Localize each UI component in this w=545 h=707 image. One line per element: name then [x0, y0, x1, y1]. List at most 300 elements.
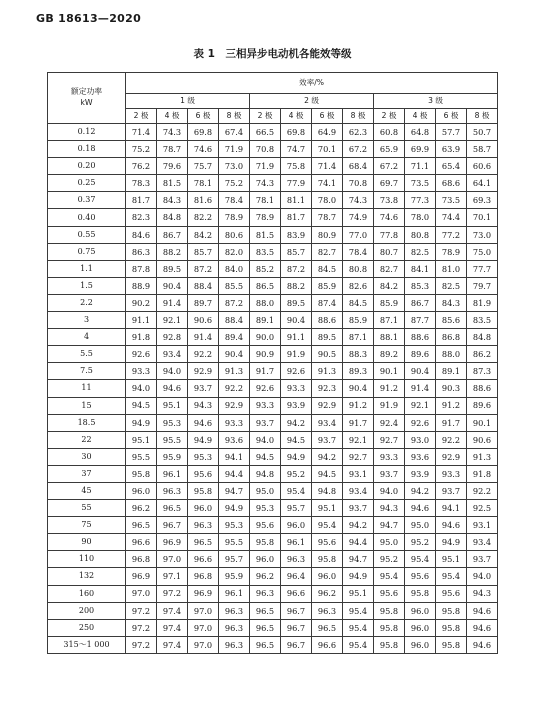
efficiency-cell: 70.8 — [343, 175, 374, 192]
efficiency-cell: 87.1 — [343, 329, 374, 346]
efficiency-cell: 91.2 — [374, 380, 405, 397]
efficiency-cell: 82.3 — [126, 209, 157, 226]
efficiency-cell: 78.3 — [126, 175, 157, 192]
efficiency-cell: 95.6 — [374, 585, 405, 602]
efficiency-cell: 70.1 — [312, 141, 343, 158]
efficiency-cell: 95.5 — [219, 534, 250, 551]
efficiency-cell: 88.4 — [219, 312, 250, 329]
efficiency-cell: 91.9 — [374, 397, 405, 414]
efficiency-cell: 85.9 — [343, 312, 374, 329]
efficiency-cell: 82.2 — [188, 209, 219, 226]
efficiency-cell: 87.7 — [405, 312, 436, 329]
efficiency-cell: 89.3 — [343, 363, 374, 380]
efficiency-cell: 82.7 — [374, 260, 405, 277]
pole-header: 6 极 — [436, 109, 467, 124]
efficiency-cell: 64.1 — [467, 175, 498, 192]
efficiency-cell: 95.8 — [250, 534, 281, 551]
pole-header: 6 极 — [188, 109, 219, 124]
efficiency-cell: 95.2 — [405, 534, 436, 551]
efficiency-cell: 87.2 — [281, 260, 312, 277]
efficiency-cell: 82.6 — [343, 277, 374, 294]
efficiency-cell: 76.2 — [126, 158, 157, 175]
efficiency-cell: 94.6 — [157, 380, 188, 397]
efficiency-cell: 69.8 — [188, 124, 219, 141]
efficiency-cell: 89.2 — [374, 346, 405, 363]
efficiency-cell: 96.5 — [250, 602, 281, 619]
rated-power-cell: 0.55 — [48, 226, 126, 243]
efficiency-cell: 94.9 — [188, 431, 219, 448]
efficiency-cell: 82.7 — [312, 243, 343, 260]
efficiency-cell: 96.5 — [250, 636, 281, 653]
efficiency-cell: 77.8 — [374, 226, 405, 243]
efficiency-cell: 96.5 — [250, 619, 281, 636]
efficiency-cell: 97.0 — [188, 636, 219, 653]
efficiency-cell: 93.6 — [219, 431, 250, 448]
efficiency-cell: 94.9 — [281, 448, 312, 465]
efficiency-cell: 93.1 — [467, 517, 498, 534]
rated-power-cell: 11 — [48, 380, 126, 397]
efficiency-cell: 50.7 — [467, 124, 498, 141]
efficiency-cell: 96.0 — [188, 500, 219, 517]
efficiency-cell: 95.9 — [219, 568, 250, 585]
efficiency-cell: 81.5 — [250, 226, 281, 243]
efficiency-cell: 96.0 — [281, 517, 312, 534]
efficiency-cell: 74.6 — [188, 141, 219, 158]
efficiency-cell: 95.1 — [312, 500, 343, 517]
rated-power-cell: 315～1 000 — [48, 636, 126, 653]
efficiency-cell: 74.3 — [250, 175, 281, 192]
efficiency-cell: 96.6 — [281, 585, 312, 602]
efficiency-cell: 89.7 — [188, 294, 219, 311]
efficiency-cell: 94.6 — [467, 636, 498, 653]
efficiency-cell: 90.4 — [219, 346, 250, 363]
efficiency-cell: 81.7 — [281, 209, 312, 226]
efficiency-cell: 92.9 — [312, 397, 343, 414]
efficiency-cell: 92.2 — [219, 380, 250, 397]
efficiency-cell: 92.6 — [281, 363, 312, 380]
efficiency-cell: 96.6 — [312, 636, 343, 653]
efficiency-cell: 87.8 — [126, 260, 157, 277]
efficiency-cell: 96.9 — [126, 568, 157, 585]
efficiency-cell: 78.9 — [436, 243, 467, 260]
pole-header: 6 极 — [312, 109, 343, 124]
table-row — [48, 363, 498, 380]
efficiency-cell: 58.7 — [467, 141, 498, 158]
rated-power-header — [48, 73, 126, 124]
efficiency-cell: 93.7 — [343, 500, 374, 517]
table-row — [48, 209, 498, 226]
efficiency-cell: 67.2 — [343, 141, 374, 158]
efficiency-cell: 94.5 — [312, 465, 343, 482]
efficiency-cell: 93.3 — [281, 380, 312, 397]
efficiency-cell: 93.7 — [467, 551, 498, 568]
efficiency-cell: 95.3 — [219, 517, 250, 534]
rated-power-cell: 0.37 — [48, 192, 126, 209]
efficiency-cell: 91.3 — [312, 363, 343, 380]
efficiency-cell: 93.3 — [374, 448, 405, 465]
efficiency-cell: 84.1 — [405, 260, 436, 277]
efficiency-cell: 96.0 — [312, 568, 343, 585]
efficiency-cell: 88.6 — [312, 312, 343, 329]
efficiency-cell: 83.5 — [250, 243, 281, 260]
efficiency-cell: 74.6 — [374, 209, 405, 226]
efficiency-cell: 91.3 — [219, 363, 250, 380]
efficiency-cell: 91.2 — [343, 397, 374, 414]
table-row — [48, 141, 498, 158]
table-row — [48, 380, 498, 397]
efficiency-cell: 94.7 — [343, 551, 374, 568]
table-row — [48, 192, 498, 209]
efficiency-cell: 85.3 — [405, 277, 436, 294]
efficiency-cell: 92.8 — [157, 329, 188, 346]
efficiency-cell: 75.8 — [281, 158, 312, 175]
efficiency-cell: 96.7 — [281, 636, 312, 653]
efficiency-cell: 95.1 — [343, 585, 374, 602]
efficiency-cell: 93.4 — [343, 482, 374, 499]
efficiency-cell: 94.9 — [343, 568, 374, 585]
efficiency-cell: 74.1 — [312, 175, 343, 192]
efficiency-cell: 92.1 — [405, 397, 436, 414]
efficiency-cell: 95.5 — [126, 448, 157, 465]
efficiency-cell: 93.7 — [436, 482, 467, 499]
rated-power-cell: 55 — [48, 500, 126, 517]
efficiency-cell: 95.8 — [374, 602, 405, 619]
efficiency-cell: 93.3 — [436, 465, 467, 482]
efficiency-cell: 94.6 — [467, 602, 498, 619]
efficiency-cell: 93.0 — [405, 431, 436, 448]
pole-header: 2 极 — [374, 109, 405, 124]
efficiency-cell: 96.1 — [219, 585, 250, 602]
efficiency-cell: 94.2 — [312, 448, 343, 465]
efficiency-cell: 96.9 — [157, 534, 188, 551]
efficiency-cell: 77.7 — [467, 260, 498, 277]
efficiency-cell: 96.3 — [188, 517, 219, 534]
efficiency-cell: 95.4 — [312, 517, 343, 534]
efficiency-cell: 95.8 — [436, 636, 467, 653]
efficiency-cell: 92.6 — [250, 380, 281, 397]
efficiency-cell: 89.5 — [281, 294, 312, 311]
efficiency-cell: 71.9 — [219, 141, 250, 158]
efficiency-cell: 94.7 — [219, 482, 250, 499]
rated-power-cell: 1.1 — [48, 260, 126, 277]
efficiency-cell: 96.5 — [188, 534, 219, 551]
efficiency-cell: 94.0 — [250, 431, 281, 448]
efficiency-cell: 71.4 — [126, 124, 157, 141]
efficiency-cell: 79.7 — [467, 277, 498, 294]
efficiency-cell: 95.4 — [343, 619, 374, 636]
efficiency-cell: 95.0 — [405, 517, 436, 534]
efficiency-cell: 95.7 — [281, 500, 312, 517]
efficiency-cell: 95.8 — [405, 585, 436, 602]
efficiency-cell: 96.5 — [312, 619, 343, 636]
rated-power-label: 额定功率 — [70, 87, 103, 97]
efficiency-cell: 77.3 — [405, 192, 436, 209]
efficiency-cell: 95.8 — [312, 551, 343, 568]
efficiency-cell: 69.9 — [405, 141, 436, 158]
efficiency-cell: 80.6 — [219, 226, 250, 243]
rated-power-cell: 0.40 — [48, 209, 126, 226]
table-row — [48, 636, 498, 653]
efficiency-cell: 96.5 — [126, 517, 157, 534]
efficiency-cell: 95.8 — [436, 602, 467, 619]
efficiency-cell: 74.4 — [436, 209, 467, 226]
efficiency-cell: 94.8 — [250, 465, 281, 482]
efficiency-cell: 84.8 — [467, 329, 498, 346]
efficiency-cell: 96.0 — [250, 551, 281, 568]
efficiency-cell: 92.9 — [188, 363, 219, 380]
table-row — [48, 277, 498, 294]
efficiency-cell: 93.4 — [312, 414, 343, 431]
rated-power-cell: 18.5 — [48, 414, 126, 431]
efficiency-cell: 96.7 — [157, 517, 188, 534]
rated-power-cell: 250 — [48, 619, 126, 636]
table-row — [48, 397, 498, 414]
efficiency-cell: 62.3 — [343, 124, 374, 141]
efficiency-cell: 96.7 — [281, 619, 312, 636]
efficiency-cell: 74.3 — [157, 124, 188, 141]
efficiency-cell: 96.3 — [157, 482, 188, 499]
efficiency-cell: 80.9 — [312, 226, 343, 243]
efficiency-cell: 96.3 — [312, 602, 343, 619]
efficiency-cell: 96.3 — [219, 602, 250, 619]
efficiency-cell: 95.4 — [343, 602, 374, 619]
efficiency-cell: 77.2 — [436, 226, 467, 243]
efficiency-cell: 89.4 — [219, 329, 250, 346]
table-row — [48, 260, 498, 277]
efficiency-cell: 96.3 — [219, 636, 250, 653]
efficiency-cell: 92.2 — [436, 431, 467, 448]
efficiency-cell: 87.2 — [219, 294, 250, 311]
efficiency-cell: 66.5 — [250, 124, 281, 141]
efficiency-cell: 94.7 — [374, 517, 405, 534]
efficiency-cell: 69.3 — [467, 192, 498, 209]
table-row — [48, 226, 498, 243]
rated-power-cell: 5.5 — [48, 346, 126, 363]
efficiency-cell: 78.0 — [405, 209, 436, 226]
efficiency-cell: 82.5 — [436, 277, 467, 294]
efficiency-cell: 95.6 — [312, 534, 343, 551]
efficiency-cell: 94.8 — [312, 482, 343, 499]
efficiency-cell: 75.2 — [126, 141, 157, 158]
efficiency-cell: 85.9 — [312, 277, 343, 294]
rated-power-cell: 2.2 — [48, 294, 126, 311]
efficiency-cell: 69.7 — [374, 175, 405, 192]
efficiency-cell: 94.6 — [467, 619, 498, 636]
efficiency-cell: 96.4 — [281, 568, 312, 585]
efficiency-cell: 78.4 — [219, 192, 250, 209]
efficiency-cell: 77.9 — [281, 175, 312, 192]
efficiency-cell: 90.5 — [312, 346, 343, 363]
efficiency-cell: 91.4 — [405, 380, 436, 397]
efficiency-cell: 73.5 — [405, 175, 436, 192]
efficiency-cell: 85.9 — [374, 294, 405, 311]
efficiency-cell: 86.8 — [436, 329, 467, 346]
efficiency-cell: 88.4 — [188, 277, 219, 294]
efficiency-cell: 88.0 — [250, 294, 281, 311]
efficiency-cell: 96.0 — [405, 636, 436, 653]
efficiency-cell: 91.2 — [436, 397, 467, 414]
efficiency-cell: 90.6 — [188, 312, 219, 329]
efficiency-cell: 93.4 — [157, 346, 188, 363]
efficiency-cell: 92.5 — [467, 500, 498, 517]
efficiency-cell: 94.0 — [467, 568, 498, 585]
efficiency-header: 效率/% — [126, 73, 498, 94]
efficiency-cell: 67.4 — [219, 124, 250, 141]
efficiency-cell: 96.2 — [250, 568, 281, 585]
efficiency-cell: 91.4 — [188, 329, 219, 346]
table-row — [48, 602, 498, 619]
efficiency-cell: 92.9 — [219, 397, 250, 414]
efficiency-cell: 81.0 — [436, 260, 467, 277]
efficiency-cell: 93.7 — [374, 465, 405, 482]
efficiency-cell: 96.3 — [281, 551, 312, 568]
efficiency-cell: 90.1 — [467, 414, 498, 431]
efficiency-cell: 88.9 — [126, 277, 157, 294]
efficiency-cell: 94.4 — [219, 465, 250, 482]
efficiency-cell: 60.8 — [374, 124, 405, 141]
efficiency-cell: 92.7 — [374, 431, 405, 448]
efficiency-cell: 93.3 — [126, 363, 157, 380]
rated-power-cell: 4 — [48, 329, 126, 346]
efficiency-cell: 78.7 — [157, 141, 188, 158]
table-row — [48, 329, 498, 346]
table-row — [48, 517, 498, 534]
efficiency-cell: 75.7 — [188, 158, 219, 175]
efficiency-cell: 88.2 — [157, 243, 188, 260]
efficiency-cell: 91.9 — [281, 346, 312, 363]
efficiency-cell: 97.2 — [126, 602, 157, 619]
efficiency-cell: 85.2 — [250, 260, 281, 277]
efficiency-cell: 89.1 — [250, 312, 281, 329]
efficiency-cell: 95.0 — [250, 482, 281, 499]
efficiency-cell: 92.7 — [343, 448, 374, 465]
efficiency-cell: 77.0 — [343, 226, 374, 243]
table-title: 表 1 三相异步电动机各能效等级 — [193, 48, 352, 60]
efficiency-cell: 85.5 — [219, 277, 250, 294]
efficiency-cell: 96.9 — [188, 585, 219, 602]
efficiency-cell: 80.7 — [374, 243, 405, 260]
efficiency-cell: 91.8 — [126, 329, 157, 346]
efficiency-cell: 90.4 — [281, 312, 312, 329]
efficiency-cell: 97.0 — [188, 619, 219, 636]
efficiency-cell: 78.4 — [343, 243, 374, 260]
efficiency-cell: 91.7 — [343, 414, 374, 431]
efficiency-cell: 90.1 — [374, 363, 405, 380]
efficiency-cell: 89.6 — [467, 397, 498, 414]
efficiency-cell: 78.9 — [250, 209, 281, 226]
efficiency-cell: 86.7 — [157, 226, 188, 243]
efficiency-cell: 84.5 — [343, 294, 374, 311]
efficiency-cell: 80.8 — [343, 260, 374, 277]
efficiency-cell: 90.0 — [250, 329, 281, 346]
efficiency-cell: 93.1 — [343, 465, 374, 482]
efficiency-cell: 89.5 — [157, 260, 188, 277]
efficiency-cell: 90.4 — [157, 277, 188, 294]
rated-power-cell: 37 — [48, 465, 126, 482]
rated-power-cell: 0.18 — [48, 141, 126, 158]
efficiency-cell: 96.8 — [188, 568, 219, 585]
efficiency-cell: 94.2 — [405, 482, 436, 499]
efficiency-cell: 88.3 — [343, 346, 374, 363]
efficiency-cell: 91.8 — [467, 465, 498, 482]
rated-power-cell: 90 — [48, 534, 126, 551]
efficiency-cell: 90.3 — [436, 380, 467, 397]
efficiency-cell: 84.6 — [126, 226, 157, 243]
efficiency-cell: 97.2 — [157, 585, 188, 602]
efficiency-cell: 63.9 — [436, 141, 467, 158]
efficiency-cell: 73.0 — [219, 158, 250, 175]
efficiency-cell: 95.0 — [374, 534, 405, 551]
efficiency-cell: 97.4 — [157, 619, 188, 636]
efficiency-cell: 95.8 — [436, 619, 467, 636]
rated-power-cell: 0.25 — [48, 175, 126, 192]
efficiency-cell: 92.2 — [188, 346, 219, 363]
efficiency-cell: 92.2 — [467, 482, 498, 499]
efficiency-cell: 90.9 — [250, 346, 281, 363]
efficiency-cell: 92.6 — [126, 346, 157, 363]
efficiency-cell: 94.5 — [126, 397, 157, 414]
efficiency-cell: 81.6 — [188, 192, 219, 209]
efficiency-cell: 81.5 — [157, 175, 188, 192]
efficiency-cell: 93.6 — [405, 448, 436, 465]
pole-header: 2 极 — [250, 109, 281, 124]
efficiency-cell: 96.0 — [405, 602, 436, 619]
efficiency-cell: 95.8 — [188, 482, 219, 499]
efficiency-cell: 74.7 — [281, 141, 312, 158]
efficiency-cell: 92.1 — [343, 431, 374, 448]
efficiency-cell: 92.9 — [436, 448, 467, 465]
efficiency-cell: 95.2 — [281, 465, 312, 482]
efficiency-cell: 91.7 — [436, 414, 467, 431]
efficiency-cell: 71.4 — [312, 158, 343, 175]
efficiency-cell: 87.3 — [467, 363, 498, 380]
efficiency-cell: 95.4 — [343, 636, 374, 653]
table-row — [48, 534, 498, 551]
pole-header: 8 极 — [219, 109, 250, 124]
rated-power-cell: 200 — [48, 602, 126, 619]
efficiency-cell: 73.0 — [467, 226, 498, 243]
efficiency-cell: 95.6 — [250, 517, 281, 534]
efficiency-cell: 90.4 — [343, 380, 374, 397]
efficiency-cell: 94.2 — [343, 517, 374, 534]
efficiency-cell: 95.1 — [436, 551, 467, 568]
efficiency-cell: 95.4 — [374, 568, 405, 585]
efficiency-cell: 96.6 — [188, 551, 219, 568]
efficiency-cell: 96.7 — [281, 602, 312, 619]
efficiency-cell: 94.5 — [281, 431, 312, 448]
efficiency-cell: 95.9 — [157, 448, 188, 465]
efficiency-cell: 96.2 — [126, 500, 157, 517]
pole-header: 8 极 — [467, 109, 498, 124]
table-row — [48, 158, 498, 175]
efficiency-cell: 67.2 — [374, 158, 405, 175]
efficiency-cell: 94.5 — [250, 448, 281, 465]
table-row — [48, 312, 498, 329]
efficiency-cell: 95.3 — [250, 500, 281, 517]
efficiency-cell: 91.3 — [467, 448, 498, 465]
efficiency-cell: 84.3 — [157, 192, 188, 209]
efficiency-cell: 75.0 — [467, 243, 498, 260]
efficiency-cell: 85.7 — [188, 243, 219, 260]
efficiency-cell: 94.3 — [467, 585, 498, 602]
rated-power-cell: 15 — [48, 397, 126, 414]
efficiency-cell: 93.9 — [281, 397, 312, 414]
efficiency-cell: 84.2 — [188, 226, 219, 243]
efficiency-cell: 78.1 — [188, 175, 219, 192]
efficiency-cell: 81.1 — [281, 192, 312, 209]
efficiency-cell: 92.3 — [312, 380, 343, 397]
efficiency-cell: 78.1 — [250, 192, 281, 209]
